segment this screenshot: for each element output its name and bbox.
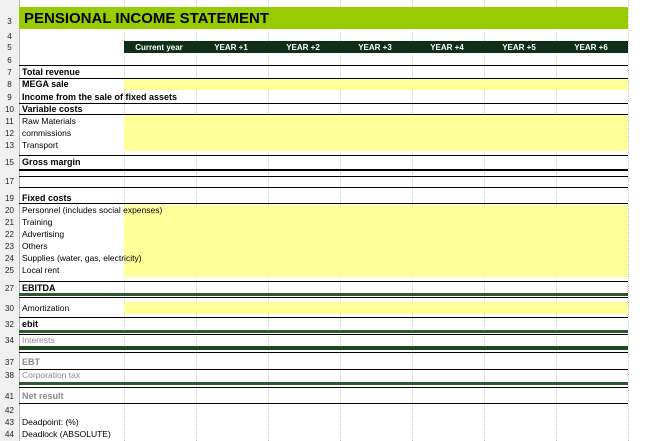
- input-area-amortization[interactable]: [124, 302, 628, 314]
- row-border: [19, 297, 628, 298]
- column-header: Current year: [135, 43, 183, 52]
- row-border: [19, 317, 628, 318]
- column-header: YEAR +6: [574, 43, 608, 52]
- column-header: YEAR +1: [214, 43, 248, 52]
- input-area-mega-sale[interactable]: [124, 79, 628, 90]
- column-header: YEAR +2: [286, 43, 320, 52]
- row-label-mega-sale[interactable]: MEGA sale: [22, 79, 69, 89]
- row-label-fixed-costs[interactable]: Fixed costs: [22, 193, 72, 203]
- row-number[interactable]: 15: [5, 158, 14, 167]
- row-border: [19, 78, 628, 79]
- row-number[interactable]: 8: [7, 80, 12, 89]
- row-number[interactable]: 19: [5, 194, 14, 203]
- column-header: YEAR +5: [502, 43, 536, 52]
- row-number[interactable]: 20: [5, 206, 14, 215]
- row-number[interactable]: 25: [5, 266, 14, 275]
- row-border: [19, 352, 628, 353]
- row-border: [19, 103, 628, 104]
- row-label-deadpoint[interactable]: Deadpoint: (%): [22, 417, 79, 427]
- row-number[interactable]: 7: [7, 68, 12, 77]
- row-label-deadlock[interactable]: Deadlock (ABSOLUTE): [22, 429, 111, 439]
- row-label-local-rent[interactable]: Local rent: [22, 265, 60, 275]
- row-number[interactable]: 9: [7, 93, 12, 102]
- row-separator-green: [19, 346, 628, 350]
- row-number[interactable]: 23: [5, 242, 14, 251]
- row-border: [19, 176, 628, 177]
- row-number[interactable]: 12: [5, 129, 14, 138]
- row-label-net-result[interactable]: Net result: [22, 391, 64, 401]
- row-label-transport[interactable]: Transport: [22, 140, 59, 150]
- row-number[interactable]: 43: [5, 418, 14, 427]
- row-number[interactable]: 44: [5, 430, 14, 439]
- row-border: [19, 334, 628, 335]
- row-number[interactable]: 41: [5, 392, 14, 401]
- row-number[interactable]: 21: [5, 218, 14, 227]
- row-number[interactable]: 11: [5, 117, 14, 126]
- row-number[interactable]: 6: [7, 56, 12, 65]
- row-label-ebitda[interactable]: EBITDA: [22, 283, 56, 293]
- input-area-fixed-costs[interactable]: [124, 205, 628, 277]
- row-label-corporation-tax[interactable]: Corporation tax: [22, 370, 81, 380]
- row-label-others[interactable]: Others: [22, 241, 48, 251]
- row-label-gross-margin[interactable]: Gross margin: [22, 157, 81, 167]
- column-header: YEAR +3: [358, 43, 392, 52]
- row-number[interactable]: 24: [5, 254, 14, 263]
- row-border: [19, 187, 628, 188]
- row-separator-green: [19, 293, 628, 296]
- row-label-interests[interactable]: Interests: [22, 335, 55, 345]
- row-border: [19, 155, 628, 156]
- input-area-variable-costs[interactable]: [124, 115, 628, 151]
- row-label-total-revenue[interactable]: Total revenue: [22, 67, 80, 77]
- row-label-raw-materials[interactable]: Raw Materials: [22, 116, 76, 126]
- sheet-title: PENSIONAL INCOME STATEMENT: [24, 10, 270, 27]
- row-label-ebt[interactable]: EBT: [22, 357, 40, 367]
- row-separator-green: [19, 382, 628, 385]
- row-label-fixed-asset-income[interactable]: Income from the sale of fixed assets: [22, 92, 178, 102]
- row-number[interactable]: 5: [7, 43, 12, 52]
- row-border: [19, 203, 628, 204]
- row-label-supplies[interactable]: Supplies (water, gas, electricity): [22, 253, 142, 263]
- row-label-training[interactable]: Training: [22, 217, 53, 227]
- row-border: [19, 169, 628, 171]
- row-border: [19, 369, 628, 370]
- row-separator-green: [19, 330, 628, 333]
- row-number[interactable]: 32: [5, 320, 14, 329]
- column-gridline: [628, 0, 629, 441]
- row-number[interactable]: 17: [5, 177, 14, 186]
- row-number[interactable]: 42: [5, 406, 14, 415]
- row-label-amortization[interactable]: Amortization: [22, 303, 70, 313]
- table-border: [19, 65, 628, 66]
- row-label-commissions[interactable]: commissions: [22, 128, 72, 138]
- row-number[interactable]: 4: [7, 32, 12, 41]
- row-number[interactable]: 34: [5, 336, 14, 345]
- row-number[interactable]: 22: [5, 230, 14, 239]
- row-border: [19, 403, 628, 404]
- row-number[interactable]: 13: [5, 141, 14, 150]
- row-border: [19, 387, 628, 388]
- row-label-ebit[interactable]: ebit: [22, 319, 39, 329]
- row-number[interactable]: 30: [5, 304, 14, 313]
- row-number[interactable]: 10: [5, 105, 14, 114]
- row-number[interactable]: 37: [5, 358, 14, 367]
- row-number[interactable]: 27: [5, 284, 14, 293]
- row-border: [19, 281, 628, 282]
- row-number[interactable]: 38: [5, 371, 14, 380]
- row-border: [19, 114, 628, 115]
- column-header: YEAR +4: [430, 43, 464, 52]
- row-label-personnel[interactable]: Personnel (includes social expenses): [22, 205, 163, 215]
- row-number[interactable]: 3: [7, 17, 12, 26]
- row-label-advertising[interactable]: Advertising: [22, 229, 65, 239]
- row-label-variable-costs[interactable]: Variable costs: [22, 104, 83, 114]
